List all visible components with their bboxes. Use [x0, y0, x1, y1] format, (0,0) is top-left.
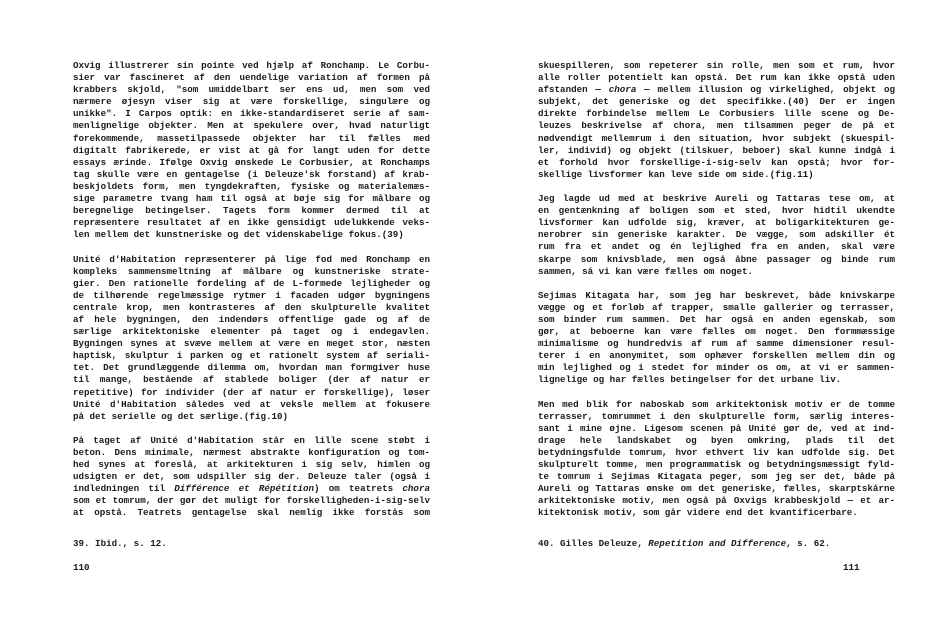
text-line: minimalisme og hundredvis af rum af samme dimensioner resul-	[538, 338, 895, 350]
text-line: livsformer kan udfolde sig, kræver, at boligarkitekturen ge-	[538, 217, 895, 229]
text-line: alle roller potentielt kan opstå. Det rum kan ikke opstå uden	[538, 72, 895, 84]
text-line: nærmere øjesyn viser sig at være forskellige, singulære og	[73, 96, 430, 108]
text-line: skuespilleren, som repeterer sin rolle, men som et rum, hvor	[538, 60, 895, 71]
text-line: beregnelige betingelser. Tagets form kommer dermed til at	[73, 205, 430, 217]
text-line: betydningsfulde tomrum, hvor ethvert liv kan udfolde sig. Det	[538, 447, 895, 458]
text-line: indledningen til Différence et Répétition) om teatrets chora	[73, 483, 430, 495]
text-line: terer i en anonymitet, som ophæver forskellen mellem din og	[538, 350, 895, 362]
page-body	[73, 60, 430, 520]
paragraph	[73, 254, 430, 423]
text-line: afstanden — chora — mellem illusion og virkelighed, objekt og	[538, 84, 895, 96]
paragraph	[73, 60, 430, 241]
text-line: centrale krop, men kontrasteres af den skulpturelle kvalitet	[73, 301, 430, 313]
text-line: nødvendigt mellemrum i den situation, hvor subjekt (skuespil-	[538, 132, 895, 144]
text-line: vægge og et forløb af trapper, smalle gallerier og terrasser,	[538, 301, 895, 313]
text-line: hed synes at foreslå, at arkitekturen i sig selv, himlen og	[73, 459, 430, 471]
text-line: tag skulle være en gentagelse (i Deleuze'sk forstand) af krab-	[73, 168, 430, 180]
text-line: særlige arkitektoniske elementer på taget og i endegavlen.	[73, 326, 430, 338]
text-line: skarpe som knivsblade, men også åbne passager og binde rum	[538, 253, 895, 265]
text-line: te tomrum i Sejimas Kitagata peger, som jeg ser det, både på	[538, 471, 895, 483]
text-line: krabbers skjold, "som umiddelbart ser ens ud, men som ved	[73, 84, 430, 96]
page-body	[538, 60, 895, 520]
text-line: Oxvig illustrerer sin pointe ved hjælp af Ronchamp. Le Corbu-	[73, 60, 430, 71]
paragraph	[538, 193, 895, 278]
text-line: nerobrer sin generiske karakter. De vægge, som adskiller ét	[538, 229, 895, 241]
text-line: ler, individ) og objekt (tilskuer, beboer) skal kunne indgå i	[538, 144, 895, 156]
text-line: på det serielle og det særlige.(fig.10)	[73, 410, 289, 422]
page-number: 111	[843, 562, 860, 573]
text-line: af hele bygningen, den indendørs offentlige gade og af de	[73, 313, 430, 325]
text-line: til mange, bestående af stablede boliger (der af natur er	[73, 374, 430, 386]
text-line: et forhold hvor forskellige-i-sig-selv kan opstå; hvor for-	[538, 156, 895, 168]
text-line: subjekt, det generiske og det specifikke.(40) Der er ingen	[538, 96, 895, 108]
text-line: at opstå. Teatrets gentagelse skal nemlig ikke forstås som	[73, 507, 430, 519]
text-line: arkitektoniske motiv, men også på Oxvigs krabbeskjold — et ar-	[538, 495, 895, 507]
paragraph	[538, 290, 895, 387]
text-line: Sejimas Kitagata har, som jeg har beskrevet, både knivskarpe	[538, 289, 895, 301]
text-line: Jeg lagde ud med at beskrive Aureli og Tattaras tese om, at	[538, 193, 895, 205]
page-111	[538, 0, 895, 624]
text-line: Unité d'Habitation således ved at veksle mellem at fokusere	[73, 398, 430, 410]
text-line: digitalt fabrikerede, er vist at gå for langt uden for dette	[73, 144, 430, 156]
text-line: beskjoldets form, men tyngdekraften, fysiske og materialemæs-	[73, 180, 430, 192]
text-line: kitektonisk motiv, som går videre end det kvantificerbare.	[538, 507, 858, 519]
footnote: 39. Ibid., s. 12.	[73, 538, 167, 549]
text-line: sier var fascineret af den uendelige variation af formen på	[73, 72, 430, 84]
text-line: skellige livsformer kan leve side om side.(fig.11)	[538, 168, 814, 180]
text-line: som et tomrum, der gør det muligt for forskelligheden-i-sig-selv	[73, 495, 430, 507]
text-line: rum fra et andet og én lejlighed fra en anden, skal være	[538, 241, 895, 253]
text-line: en gentænkning af boligen som et sted, hvor hidtil ukendte	[538, 205, 895, 217]
text-line: som binder rum sammen. Det har også en anden egenskab, som	[538, 313, 895, 325]
text-line: repræsentere resultatet af en ikke gensidigt udelukkende veks-	[73, 217, 430, 229]
text-line: unikke". I Carpos optik: en ikke-standardiseret serie af sam-	[73, 108, 430, 120]
text-line: Men med blik for naboskab som arkitektonisk motiv er de tomme	[538, 398, 895, 410]
text-line: Unité d'Habitation repræsenterer på lige fod med Ronchamp en	[73, 253, 430, 265]
footnote: 40. Gilles Deleuze, Repetition and Difference, s. 62.	[538, 538, 831, 549]
text-line: sant i mine øjne. Ligesom scenen på Unité gør de, ved at ind-	[538, 422, 895, 434]
paragraph	[73, 435, 430, 520]
text-line: tet. Det grundlæggende dilemma om, hvordan man formgiver huse	[73, 362, 430, 374]
text-line: gier. Den rationelle fordeling af de L-formede lejligheder og	[73, 277, 430, 289]
text-line: Aureli og Tattaras ønske om det generiske, fælles, skarptskårne	[538, 483, 895, 495]
text-line: menlignelige objekter. Men at spekulere over, hvad naturligt	[73, 120, 430, 132]
text-line: direkte forbindelse mellem Le Corbusiers lille scene og De-	[538, 108, 895, 120]
text-line: sige parametre tvang ham til også at bøje sig for målbare og	[73, 193, 430, 205]
text-line: de tilhørende regelmæssige rytmer i facaden udgør bygningens	[73, 289, 430, 301]
paragraph	[538, 399, 895, 520]
text-line: beton. Dens minimale, nærmest abstrakte konfiguration og tom-	[73, 447, 430, 458]
text-line: haptisk, skulptur i parken og et rationelt system af seriali-	[73, 350, 430, 362]
page-110	[73, 0, 430, 624]
text-line: lignelige og har fælles betingelser for det urbane liv.	[538, 374, 842, 386]
text-line: essays ærinde. Ifølge Oxvig ønskede Le Corbusier, at Ronchamps	[73, 156, 430, 168]
paragraph	[538, 60, 895, 181]
text-line: drage hele landskabet og byen omkring, plads til det	[538, 434, 895, 446]
text-line: len mellem det kunstneriske og det videnskabelige fokus.(39)	[73, 229, 404, 241]
text-line: terrasser, tomrummet i den skulpturelle form, særlig interes-	[538, 410, 895, 422]
text-line: min lejlighed og i stedet for minder os om, at vi er sammen-	[538, 362, 895, 374]
text-line: gør, at beboerne kan være fælles om noget. Den formmæssige	[538, 326, 895, 338]
text-line: sammen, så vi kan være fælles om noget.	[538, 265, 754, 277]
text-line: skulpturelt tomme, men programmatisk og betydningsmæssigt fyld-	[538, 459, 895, 471]
text-line: forekommende, massetilpassede objekter har til fælles med	[73, 132, 430, 144]
text-line: På taget af Unité d'Habitation står en lille scene støbt i	[73, 434, 430, 446]
text-line: repetitive) for individer (der af natur er forskellige), løser	[73, 386, 430, 398]
page-number: 110	[73, 562, 90, 573]
text-line: udsigten er det, som udspiller sig der. Deleuze taler (også i	[73, 471, 430, 483]
text-line: leuzes beskrivelse af chora, men tilsammen peger de på et	[538, 120, 895, 132]
text-line: kompleks sammensmeltning af målbare og kunstneriske strate-	[73, 265, 430, 277]
text-line: Bygningen synes at svæve mellem at være en meget stor, næsten	[73, 338, 430, 350]
